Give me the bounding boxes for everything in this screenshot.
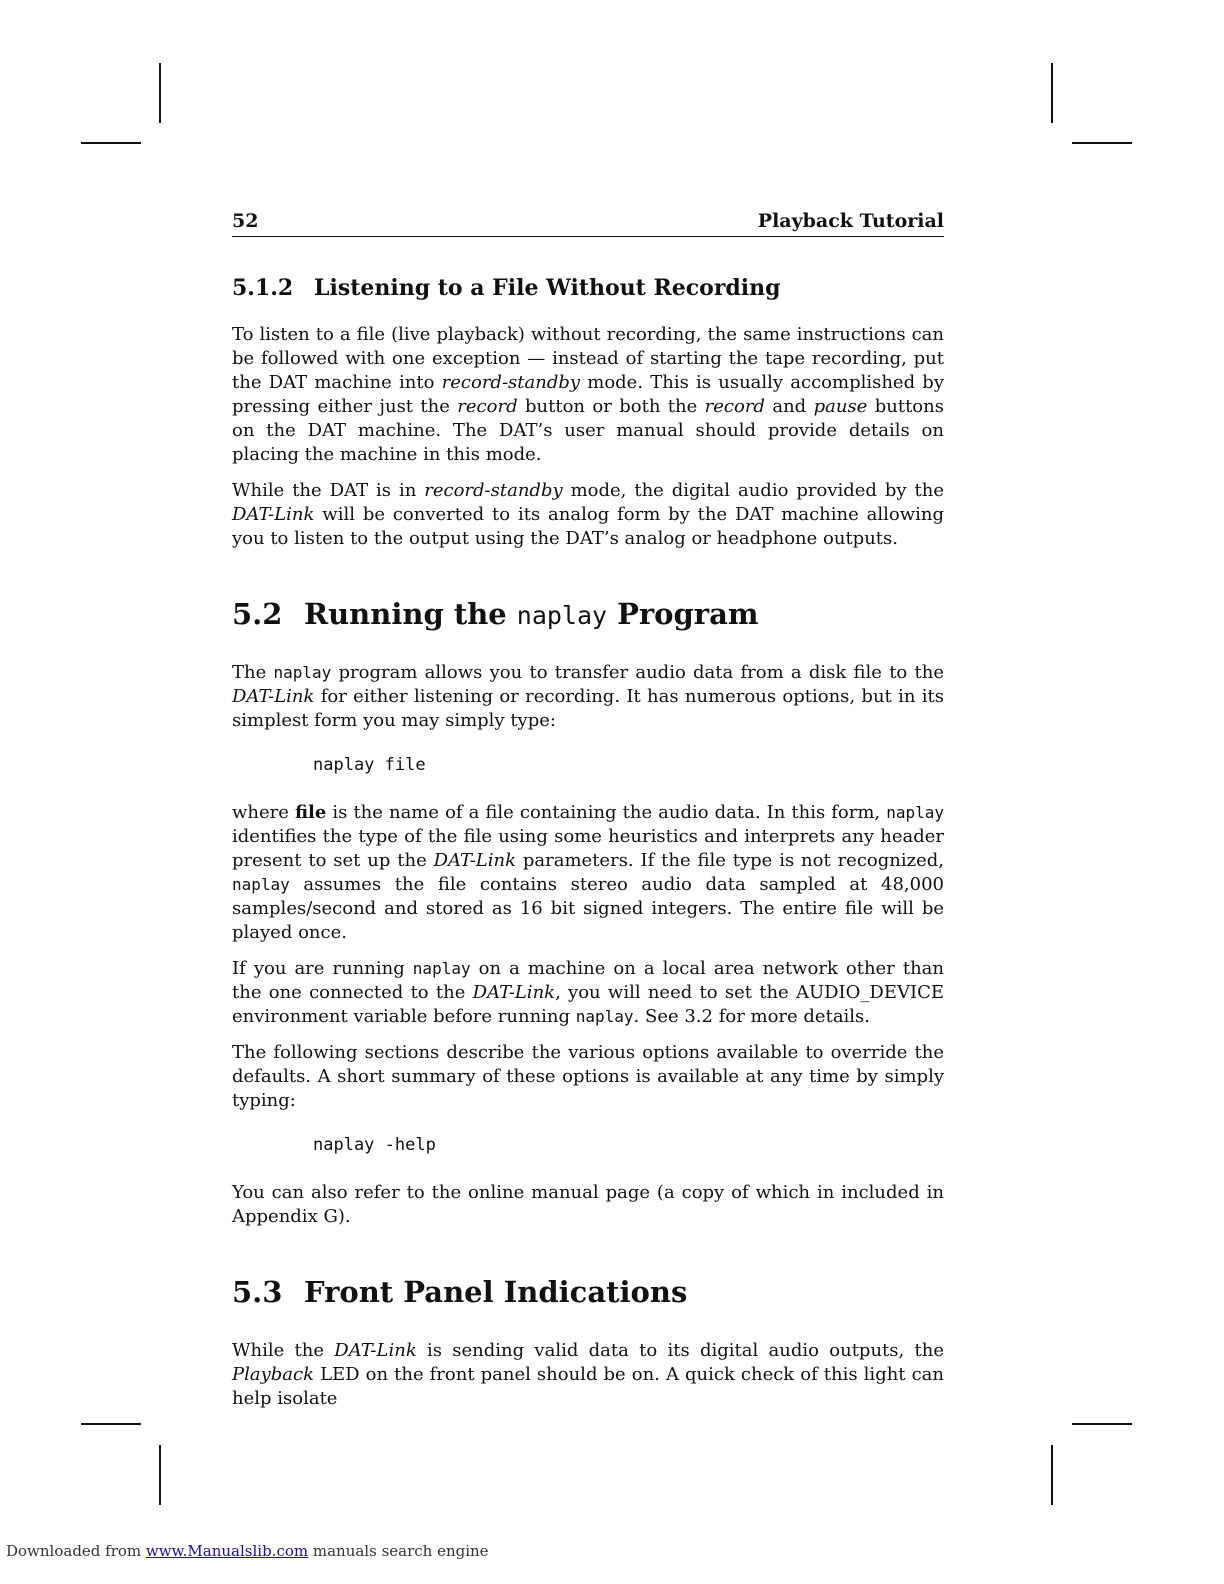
running-header	[232, 210, 944, 237]
section-number: 5.2	[232, 597, 283, 631]
crop-mark	[81, 142, 141, 144]
section-title: Program	[617, 597, 759, 631]
crop-mark	[1072, 1423, 1132, 1425]
paragraph: If you are running naplay on a machine on a local area network other than the one connected to the DAT-Link, you will need to set the AUDIO_DEVICE environment variable before running naplay. See 3.2 for more details.	[232, 958, 945, 1027]
crop-mark	[159, 1445, 161, 1505]
paragraph: While the DAT is in record-standby mode, the digital audio provided by the DAT-Link will be converted to its analog form by the DAT machine allowing you to listen to the output using the DAT’s analog or headphone outputs.	[232, 480, 944, 549]
section-heading-5-1-2	[232, 275, 944, 301]
section-number: 5.3	[232, 1275, 283, 1309]
crop-mark	[1072, 142, 1132, 144]
download-footer: Downloaded from www.Manualslib.com manuals search engine	[6, 1542, 489, 1560]
crop-mark	[1051, 1445, 1053, 1505]
section-heading-5-3	[232, 1275, 944, 1309]
section-title: Front Panel Indications	[304, 1275, 688, 1309]
section-heading-5-2	[232, 597, 944, 631]
paragraph: You can also refer to the online manual page (a copy of which in included in Appendix G).	[232, 1182, 944, 1227]
page-body	[232, 210, 944, 1423]
command-example: naplay file	[313, 755, 426, 775]
section-title-code: naplay	[516, 601, 608, 630]
paragraph: The naplay program allows you to transfer audio data from a disk file to the DAT-Link for either listening or recording. It has numerous options, but in its simplest form you may simply type:	[232, 662, 944, 731]
section-number: 5.1.2	[232, 275, 294, 301]
command-example: naplay -help	[313, 1135, 436, 1155]
paragraph: The following sections describe the various options available to override the defaults. A short summary of these options is available at any time by simply typing:	[232, 1042, 944, 1111]
running-title: Playback Tutorial	[757, 210, 944, 232]
manualslib-link[interactable]: www.Manualslib.com	[145, 1542, 309, 1560]
page-number: 52	[232, 210, 259, 232]
crop-mark	[1051, 63, 1053, 123]
paragraph: While the DAT-Link is sending valid data to its digital audio outputs, the Playback LED on the front panel should be on. A quick check of this light can help isolate	[232, 1340, 944, 1409]
crop-mark	[159, 63, 161, 123]
section-title: Listening to a File Without Recording	[314, 275, 781, 301]
paragraph: To listen to a file (live playback) without recording, the same instructions can be followed with one exception — instead of starting the tape recording, put the DAT machine into record-standby mode. This is usually accomplished by pressing either just the record button or both the record and pause buttons on the DAT machine. The DAT’s user manual should provide details on placing the machine in this mode.	[232, 324, 945, 465]
section-title: Running the	[304, 597, 507, 631]
paragraph: where file is the name of a file containing the audio data. In this form, naplay identifies the type of the file using some heuristics and interprets any header present to set up the DAT-Link parameters. If the file type is not recognized, naplay assumes the file contains stereo audio data sampled at 48,000 samples/second and stored as 16 bit signed integers. The entire file will be played once.	[232, 802, 944, 943]
crop-mark	[81, 1423, 141, 1425]
